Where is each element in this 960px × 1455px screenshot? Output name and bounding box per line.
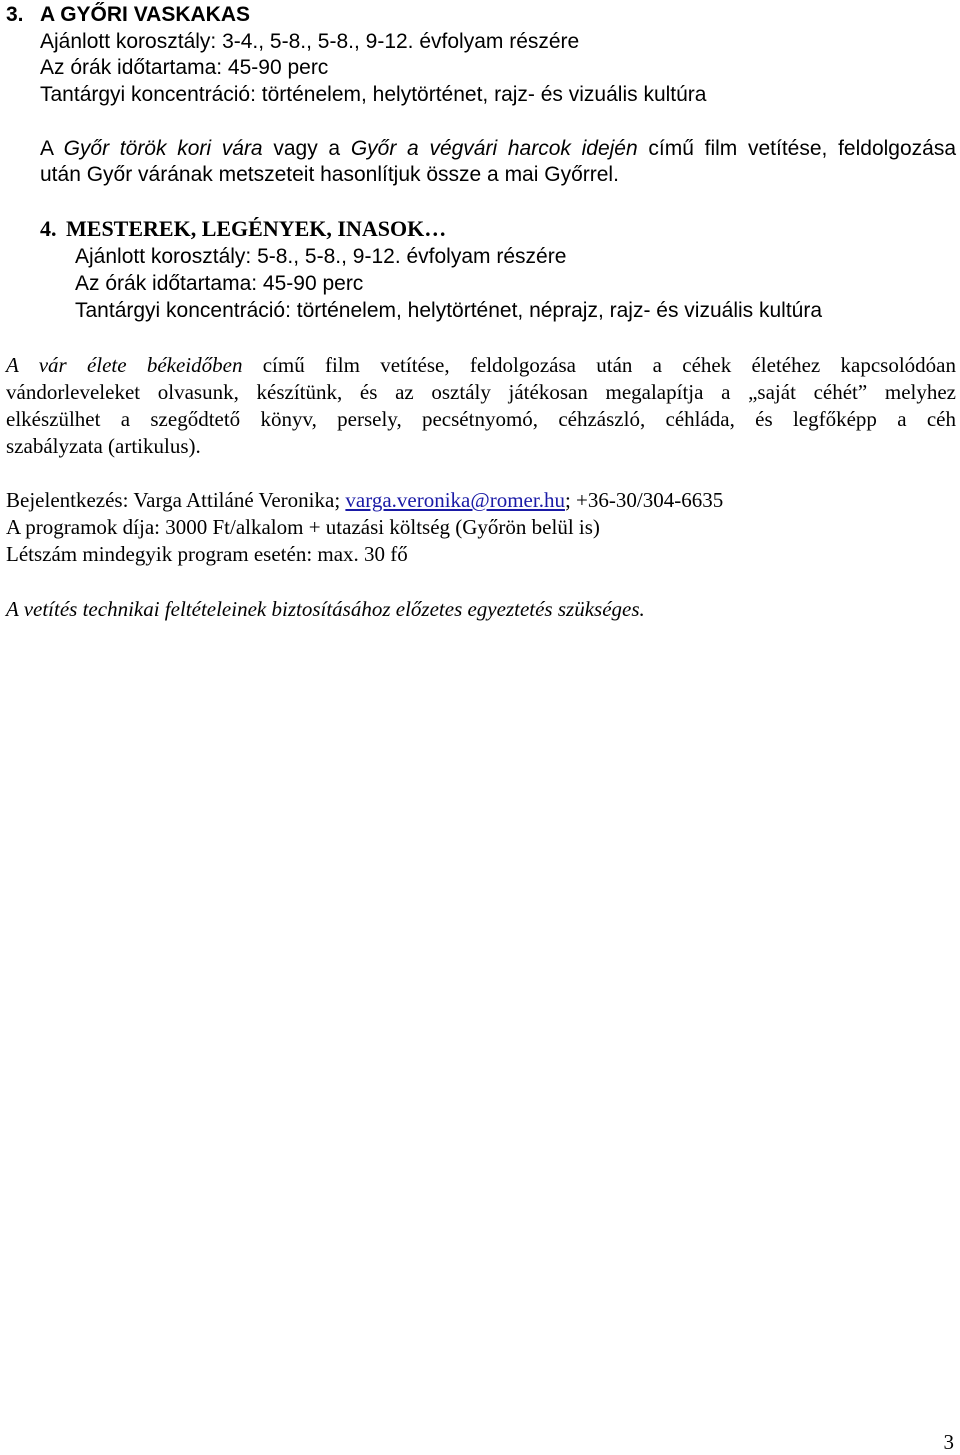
section-3-subjects: Tantárgyi koncentráció: történelem, helytörténet, rajz- és vizuális kultúra — [40, 83, 707, 106]
film-title-1: Győr török kori vára — [63, 137, 263, 160]
section-4-paragraph-line-1 — [6, 352, 956, 378]
section-4-duration: Az órák időtartama: 45-90 perc — [75, 272, 364, 295]
booking-label: Bejelentkezés: Varga Attiláné Veronika; — [6, 488, 346, 512]
booking-line — [6, 487, 723, 513]
section-4-subjects: Tantárgyi koncentráció: történelem, helytörténet, néprajz, rajz- és vizuális kultúra — [75, 299, 823, 322]
section-4-paragraph-line-2: vándorleveleket olvasunk, készítünk, és az osztály játékosan megalapítja a „saját céhét” melyhez — [6, 380, 956, 404]
page-number: 3 — [943, 1430, 954, 1454]
fee-line: A programok díja: 3000 Ft/alkalom + utazási költség (Győrön belül is) — [6, 515, 600, 539]
text-span: vagy a — [262, 137, 351, 160]
film-title: A vár élete békeidőben — [6, 353, 243, 377]
section-4-paragraph-line-4: szabályzata (artikulus). — [6, 434, 201, 458]
technical-note: A vetítés technikai feltételeinek biztosításához előzetes egyeztetés szükséges. — [6, 597, 645, 621]
section-4-paragraph-line-3: elkészülhet a szegődtető könyv, persely, pecsétnyomó, céhzászló, céhláda, és legfőképp a céh — [6, 407, 956, 431]
section-4-ages: Ajánlott korosztály: 5-8., 5-8., 9-12. évfolyam részére — [75, 245, 567, 268]
section-3-ages: Ajánlott korosztály: 3-4., 5-8., 5-8., 9-12. évfolyam részére — [40, 30, 580, 53]
section-3-number: 3. — [6, 3, 24, 26]
text-span: című film vetítése, feldolgozása után a céhek életéhez kapcsolódóan — [242, 353, 956, 377]
text-span: A — [40, 137, 64, 160]
section-4-title: MESTEREK, LEGÉNYEK, INASOK… — [66, 216, 447, 241]
section-4-number: 4. — [40, 216, 57, 241]
phone-number: ; +36-30/304-6635 — [564, 488, 724, 512]
section-3-paragraph-line-1 — [40, 136, 956, 162]
email-link[interactable]: varga.veronika@romer.hu — [345, 488, 565, 512]
capacity-line: Létszám mindegyik program esetén: max. 30 fő — [6, 542, 408, 566]
section-3-duration: Az órák időtartama: 45-90 perc — [40, 56, 329, 79]
section-3-paragraph-line-2: után Győr várának metszeteit hasonlítjuk össze a mai Győrrel. — [40, 163, 619, 186]
section-3-title: A GYŐRI VASKAKAS — [40, 3, 251, 26]
film-title-2: Győr a végvári harcok idején — [350, 137, 638, 160]
text-span: című film vetítése, feldolgozása — [637, 137, 957, 160]
